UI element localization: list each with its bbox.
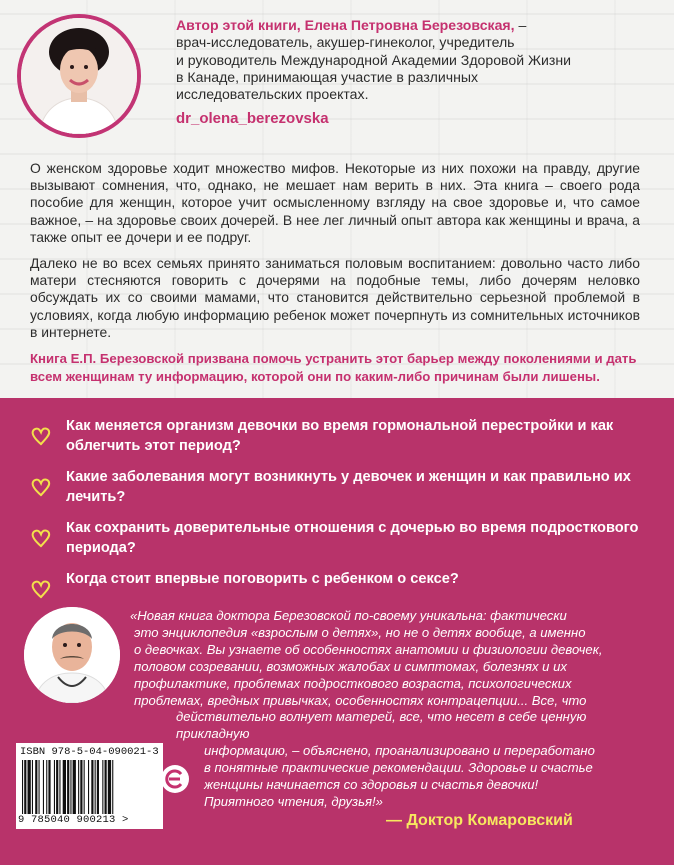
barcode-bar: [54, 760, 55, 814]
barcode-bar: [39, 760, 40, 814]
barcode-bar: [80, 760, 82, 814]
barcode-bar: [24, 760, 26, 814]
barcode-bar: [56, 760, 58, 814]
barcode-bar: [112, 760, 113, 814]
barcode-bar: [91, 760, 93, 814]
author-name: Автор этой книги, Елена Петровна Березовская,: [176, 17, 515, 33]
barcode-bar: [43, 760, 44, 814]
barcode-bar: [67, 760, 69, 814]
barcode-digits: 9 785040 900213 >: [18, 814, 129, 826]
barcode-bars: [22, 760, 157, 814]
question-item: [30, 519, 650, 558]
quote-line: Приятного чтения, друзья!»: [204, 793, 383, 809]
author-bio-line: врач-исследователь, акушер-гинеколог, учредитель: [176, 34, 515, 51]
quote-line: проблемах, вредных привычках, особенностях контрацепции... Все, что: [134, 692, 587, 708]
barcode-bar: [108, 760, 111, 814]
question-text: Как меняется организм девочки во время гормональной перестройки и как облегчить этот период?: [66, 418, 614, 454]
barcode-bar: [102, 760, 103, 814]
barcode-bar: [70, 760, 71, 814]
quote-block: [126, 608, 646, 811]
author-bio-line: –: [514, 17, 527, 33]
author-photo: [17, 14, 141, 138]
doctor-portrait-icon: [24, 607, 120, 703]
author-bio-line: и руководитель Международной Академии Здоровой Жизни: [176, 51, 572, 68]
heart-icon: [30, 477, 52, 497]
heart-icon: [30, 579, 52, 599]
quote-signature: — Доктор Комаровский: [386, 812, 573, 829]
barcode-bar: [95, 760, 96, 814]
barcode-box: [16, 743, 163, 829]
barcode-bar: [84, 760, 85, 814]
quote-line: профилактике, проблемах подросткового возраста, психологических: [134, 675, 572, 691]
barcode-bar: [63, 760, 66, 814]
barcode-bar: [28, 760, 31, 814]
author-bio-line: в Канаде, принимающая участие в различных: [176, 68, 479, 85]
quote-line: это энциклопедия «взрослым о детях», но не о детях вообще, а именно: [134, 624, 586, 640]
question-list: [30, 417, 650, 611]
quote-line: женщины начинается со здоровья и счастья девочки!: [204, 777, 539, 793]
quote-line: в понятные практические рекомендации. Здоровье и счастье: [204, 760, 593, 776]
barcode-bar: [78, 760, 79, 814]
barcode-bar: [22, 760, 23, 814]
barcode-bar: [105, 760, 107, 814]
heart-icon: [30, 426, 52, 446]
heart-icon: [30, 528, 52, 548]
question-text: Как сохранить доверительные отношения с дочерью во время подросткового периода?: [66, 520, 639, 556]
question-item: [30, 570, 650, 599]
barcode-bar: [73, 760, 76, 814]
quote-line: о девочках. Вы узнаете об особенностях анатомии и физиологии девочек,: [134, 641, 603, 657]
quote-line: действительно волнует матерей, все, что несет в себе ценную прикладную: [176, 709, 587, 742]
quote-line: «Новая книга доктора Березовской по-своему уникальна: фактически: [130, 608, 567, 623]
barcode-bar: [59, 760, 60, 814]
intro-paragraph-1: О женском здоровье ходит множество мифов. Некоторые из них похожи на правду, другие вызывают сомнения, что, однако, не мешает нам верить в них. Эта книга – своего рода пособие для женщин, которое учит осмысленному взгляду на свое здоровье и, что самое важное, – на здоровье своих дочерей. В нее лег личный опыт автора как женщины и врача, а также опыт ее дочери и ее подруг.: [30, 160, 640, 245]
quote-line: информацию, – объяснено, проанализировано и переработано: [204, 743, 595, 759]
barcode-bar: [97, 760, 99, 814]
author-instagram-handle: dr_olena_berezovska: [176, 110, 329, 127]
quote-line: половом созревании, возможных жалобах и симптомах, болезнях и их: [134, 658, 567, 674]
author-bio: [176, 17, 646, 103]
barcode-bar: [46, 760, 47, 814]
highlight-paragraph: Книга Е.П. Березовской призвана помочь устранить этот барьер между поколениями и дать всем женщинам ту информацию, которой они по каким-либо причинам были лишены.: [30, 351, 637, 384]
barcode-bar: [35, 760, 37, 814]
author-portrait-icon: [21, 18, 137, 134]
barcode-bar: [48, 760, 50, 814]
publisher-logo-icon: [160, 764, 190, 794]
question-text: Когда стоит впервые поговорить с ребенком о сексе?: [66, 571, 459, 587]
question-text: Какие заболевания могут возникнуть у девочек и женщин и как правильно их лечить?: [66, 469, 631, 505]
intro-paragraph-2: Далеко не во всех семьях принято заниматься половым воспитанием: довольно часто либо матери стесняются говорить с дочерями на подобные темы, либо дочерям неловко обсуждать их со своими мамами, что становится действительно серьезной проблемой в условиях, когда любую информацию ребенок может почерпнуть из сомнительных источников в интернете.: [30, 255, 640, 340]
question-item: [30, 417, 650, 456]
question-item: [30, 468, 650, 507]
author-bio-line: исследовательских проектах.: [176, 86, 369, 103]
isbn-text: ISBN 978-5-04-090021-3: [20, 746, 159, 758]
doctor-photo: [24, 607, 120, 703]
barcode-bar: [32, 760, 33, 814]
barcode-bar: [88, 760, 89, 814]
